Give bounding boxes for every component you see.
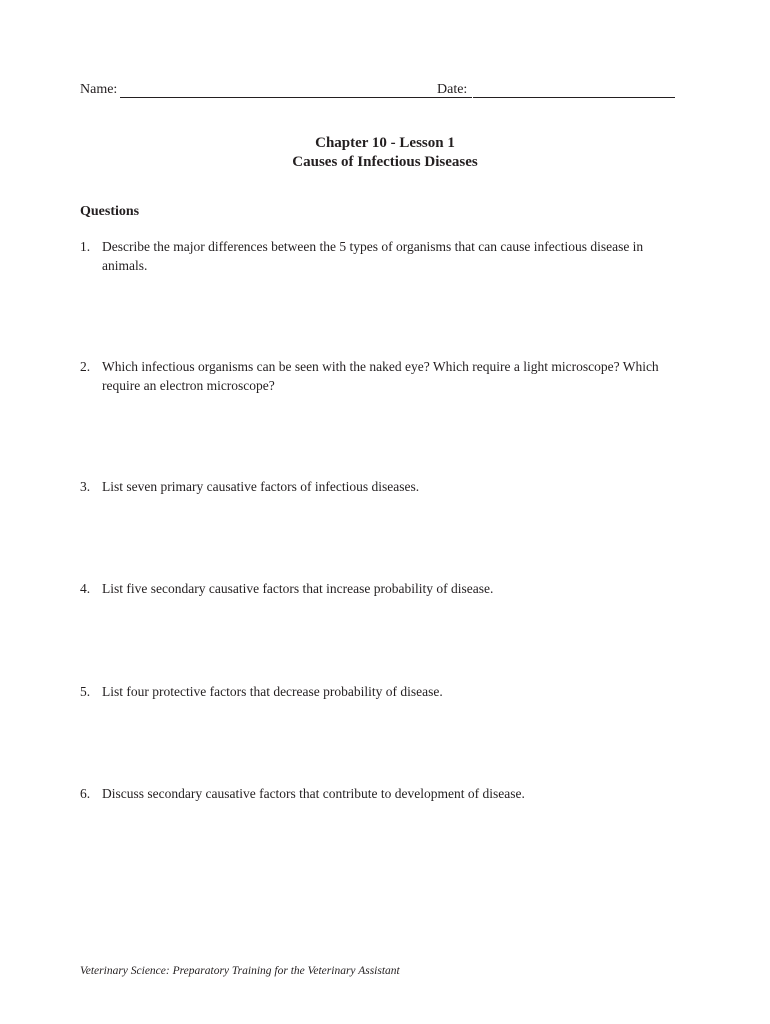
question-text: Describe the major differences between the 5 types of organisms that can cause infectious disease in animals. [102,239,644,273]
name-field[interactable] [120,97,472,98]
lesson-title: Causes of Infectious Diseases [292,154,478,170]
chapter-title: Chapter 10 - Lesson 1 [315,135,455,151]
question-number: 2. [80,359,91,374]
date-field[interactable] [473,97,675,98]
date-label: Date: [437,82,468,97]
question-number: 1. [80,239,91,254]
question-number: 6. [80,786,91,801]
question-text: Discuss secondary causative factors that contribute to development of disease. [102,786,525,801]
name-label: Name: [80,82,118,97]
question-number: 3. [80,479,91,494]
question-number: 5. [80,684,91,699]
page-title [0,134,770,172]
question-text: List four protective factors that decrease probability of disease. [102,684,443,699]
question-text: List seven primary causative factors of infectious diseases. [102,479,420,494]
section-heading: Questions [80,204,140,219]
name-date-row [80,82,680,100]
question-text: List five secondary causative factors that increase probability of disease. [102,581,494,596]
question-text: Which infectious organisms can be seen with the naked eye? Which require a light microscope? Which require an electron microscope? [102,359,659,393]
footer-citation: Veterinary Science: Preparatory Training for the Veterinary Assistant [80,965,400,977]
question-number: 4. [80,581,91,596]
